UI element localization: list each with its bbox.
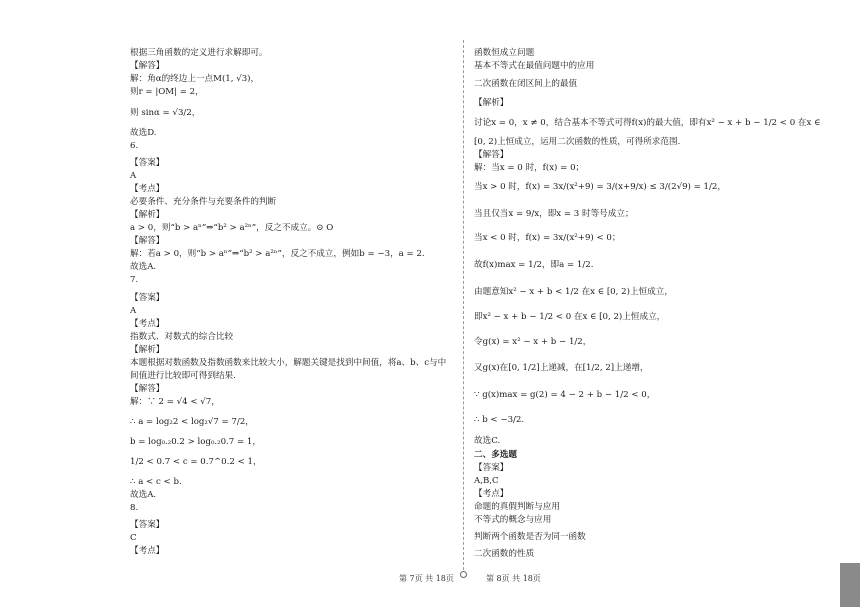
text-line: 解：∵ 2 = √4 < √7， [130,397,220,407]
text-line: 则r = |OM| = 2， [130,87,204,97]
text-line: 二次函数的性质 [474,549,535,559]
text-line: A,B,C [474,476,499,486]
text-line: A [130,171,137,181]
text-line: 讨论x = 0，x ≠ 0，结合基本不等式可得f(x)的最大值，即有x² − x + b − 1/2 < 0 在x ∈ [474,118,821,128]
text-line: 即x² − x + b − 1/2 < 0 在x ∈ [0, 2)上恒成立， [474,312,666,322]
text-line: 由题意知x² − x + b < 1/2 在x ∈ [0, 2)上恒成立， [474,287,673,297]
text-line: 故f(x)max = 1/2，即a = 1/2. [474,260,594,270]
text-line: 1/2 < 0.7 < c = 0.7^0.2 < 1， [130,457,262,467]
text-line: 【解答】 [130,236,165,246]
text-line: 本题根据对数函数及指数函数来比较大小，解题关键是找到中间值，将a、b、c与中 [130,358,447,368]
text-line: a > 0，则“b > aⁿ”⇒“b² > a²ⁿ”，反之不成立。⊙ O [130,223,334,233]
text-line: 【答案】 [130,293,165,303]
text-line: b = log₀.₂0.2 > log₀.₂0.7 = 1， [130,437,261,447]
text-line: 命题的真假判断与应用 [474,502,560,512]
text-line: 解：若a > 0，则“b > aⁿ”⇒“b² > a²ⁿ”，反之不成立，例如b = −3，a = 2. [130,249,425,259]
text-line: 【考点】 [474,489,509,499]
text-line: C [130,533,137,543]
text-line: 【解析】 [130,210,165,220]
scrollbar-thumb[interactable] [840,563,860,607]
text-line: 二次函数在闭区间上的最值 [474,79,578,89]
text-line: 【解答】 [474,150,509,160]
text-line: 函数恒成立问题 [474,48,535,58]
text-line: 【考点】 [130,546,165,556]
text-line: 【考点】 [130,319,165,329]
text-line: 令g(x) = x² − x + b − 1/2， [474,337,592,347]
page-marker-icon [460,571,467,578]
text-line: 指数式、对数式的综合比较 [130,332,234,342]
text-line: 【考点】 [130,184,165,194]
text-line: ∴ a < c < b. [130,477,182,487]
text-line: 当且仅当x = 9/x，即x = 3 时等号成立； [474,209,634,219]
text-line: 解：当x = 0 时，f(x) = 0； [474,163,585,173]
page-number-left: 第 7页 共 18页 [399,574,454,583]
text-line: ∴ b < −3/2. [474,415,525,425]
text-line: 【答案】 [474,463,509,473]
text-line: 【答案】 [130,158,165,168]
text-line: A [130,306,137,316]
text-line: 当x > 0 时，f(x) = 3x/(x²+9) = 3/(x+9/x) ≤ 3/(2√9) = 1/2， [474,182,726,192]
column-divider [463,40,464,570]
text-line: 【答案】 [130,520,165,530]
text-line: ∵ g(x)max = g(2) = 4 − 2 + b − 1/2 < 0， [474,390,656,400]
text-line: 当x < 0 时，f(x) = 3x/(x²+9) < 0； [474,233,621,243]
text-line: 【解答】 [130,61,165,71]
text-line: 8. [130,503,139,513]
text-line: 故选D. [130,128,157,138]
text-line: 【解答】 [130,384,165,394]
text-line: ∴ a = log₂2 < log₂√7 = 7/2， [130,417,254,427]
page-number-right: 第 8页 共 18页 [486,574,541,583]
text-line: 故选A. [130,490,157,500]
text-line: 基本不等式在最值问题中的应用 [474,61,595,71]
text-line: 7. [130,275,139,285]
text-line: 故选C. [474,436,501,446]
text-line: 故选A. [130,262,157,272]
text-line: 根据三角函数的定义进行求解即可。 [130,48,268,58]
section-heading: 二、多选题 [474,450,517,460]
text-line: 间值进行比较即可得到结果. [130,371,236,381]
text-line: 解：角α的终边上一点M(1, √3)， [130,74,260,84]
text-line: 则 sinα = √3/2， [130,108,201,118]
text-line: 不等式的概念与应用 [474,515,552,525]
text-line: 【解析】 [130,345,165,355]
text-line: 又g(x)在[0, 1/2]上递减，在[1/2, 2]上递增， [474,363,649,373]
text-line: 判断两个函数是否为同一函数 [474,532,586,542]
text-line: 6. [130,141,139,151]
text-line: 【解析】 [474,98,509,108]
text-line: [0, 2)上恒成立，运用二次函数的性质，可得所求范围. [474,137,681,147]
text-line: 必要条件、充分条件与充要条件的判断 [130,197,277,207]
